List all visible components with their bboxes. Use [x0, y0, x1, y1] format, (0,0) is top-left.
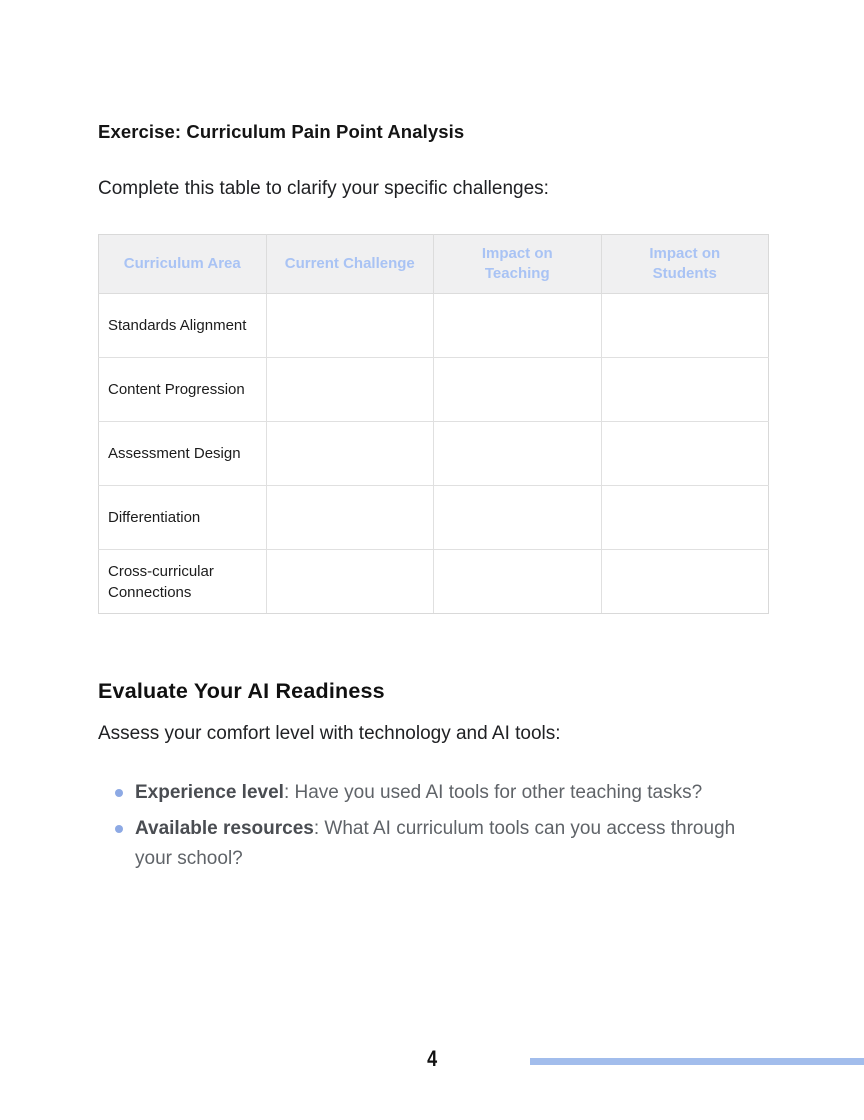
readiness-heading: Evaluate Your AI Readiness [98, 679, 385, 703]
column-header: Impact on Teaching [434, 235, 602, 294]
column-header: Impact on Students [601, 235, 769, 294]
readiness-bullet-list [98, 778, 738, 880]
bullet-text: : Have you used AI tools for other teaching tasks? [283, 782, 703, 803]
empty-fill-cell [434, 422, 602, 486]
table-row [99, 358, 769, 422]
empty-fill-cell [601, 550, 769, 614]
pain-point-table [98, 234, 769, 614]
empty-fill-cell [266, 358, 434, 422]
list-item [98, 814, 738, 874]
empty-fill-cell [601, 486, 769, 550]
table-row [99, 486, 769, 550]
bullet-text: : What AI curriculum tools can you access through your school? [135, 818, 736, 869]
empty-fill-cell [601, 358, 769, 422]
footer-accent-bar [530, 1058, 864, 1065]
empty-fill-cell [601, 294, 769, 358]
row-label-cell: Content Progression [99, 358, 267, 422]
table-header-row [99, 235, 769, 294]
empty-fill-cell [601, 422, 769, 486]
table-row [99, 422, 769, 486]
bullet-label: Available resources [135, 818, 314, 839]
exercise-intro-text: Complete this table to clarify your specific challenges: [98, 178, 549, 199]
empty-fill-cell [266, 550, 434, 614]
empty-fill-cell [434, 486, 602, 550]
row-label-cell: Assessment Design [99, 422, 267, 486]
table-row [99, 294, 769, 358]
table-body [99, 294, 769, 614]
empty-fill-cell [266, 422, 434, 486]
empty-fill-cell [434, 358, 602, 422]
row-label-cell: Differentiation [99, 486, 267, 550]
empty-fill-cell [266, 294, 434, 358]
table-head [99, 235, 769, 294]
empty-fill-cell [434, 294, 602, 358]
exercise-heading: Exercise: Curriculum Pain Point Analysis [98, 121, 465, 142]
table-row [99, 550, 769, 614]
column-header: Current Challenge [266, 235, 434, 294]
empty-fill-cell [266, 486, 434, 550]
page-number-value: 4 [426, 1046, 438, 1071]
list-item [98, 778, 738, 808]
readiness-intro-text: Assess your comfort level with technology and AI tools: [98, 723, 561, 744]
row-label-cell: Standards Alignment [99, 294, 267, 358]
column-header: Curriculum Area [99, 235, 267, 294]
row-label-cell: Cross-curricular Connections [99, 550, 267, 614]
bullet-label: Experience level [135, 782, 284, 803]
empty-fill-cell [434, 550, 602, 614]
